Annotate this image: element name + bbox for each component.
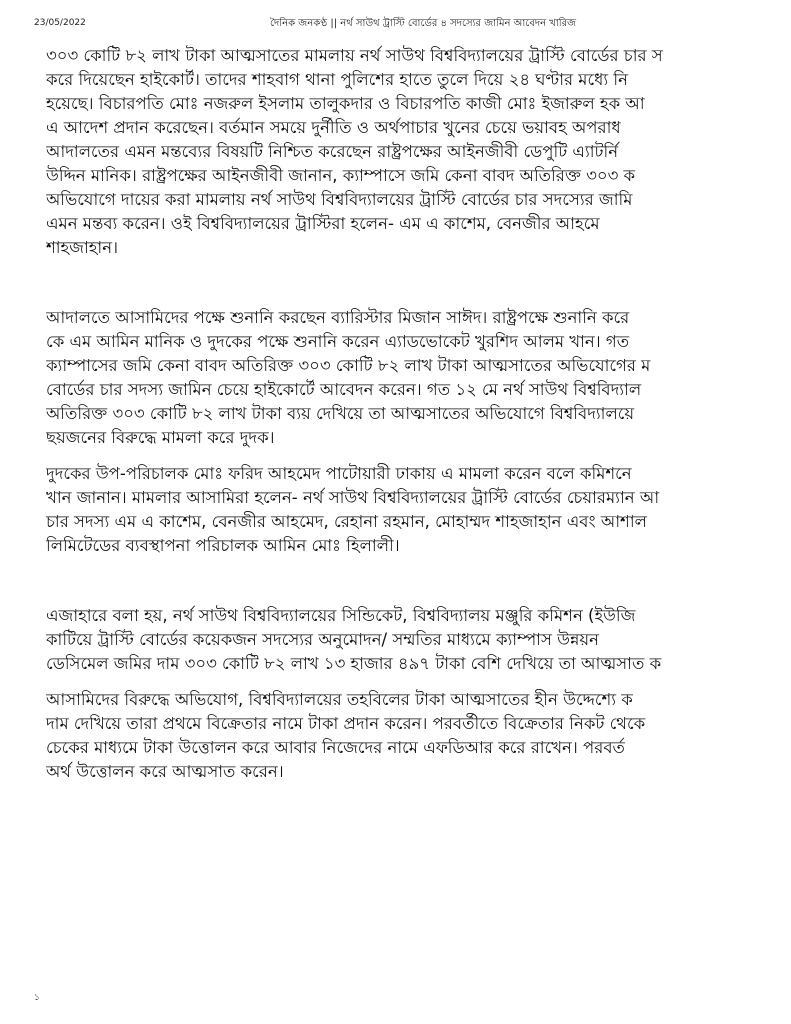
text-line: আদালতের এমন মন্তব্যের বিষয়টি নিশ্চিত করেছেন রাষ্ট্রপক্ষের আইনজীবী ডেপুটি এ্যাটর্নি — [46, 142, 619, 161]
text-line: লিমিটেডের ব্যবস্থাপনা পরিচালক আমিন মোঃ হিলালী। — [46, 536, 400, 555]
text-line: অভিযোগে দায়ের করা মামলায় নর্থ সাউথ বিশ্ববিদ্যালয়ের ট্রাস্টি বোর্ডের চার সদস্যের জামি — [46, 190, 633, 209]
text-line: কে এম আমিন মানিক ও দুদকের পক্ষে শুনানি করেন এ্যাডভোকেট খুরশিদ আলম খান। গত — [46, 332, 630, 351]
page-header — [0, 14, 791, 38]
paragraph-spacer — [46, 676, 791, 688]
paragraph-spacer — [46, 558, 791, 604]
text-line: শাহজাহান। — [46, 238, 118, 257]
text-line: উদ্দিন মানিক। রাষ্ট্রপক্ষের আইনজীবী জানান, ক্যাম্পাসে জমি কেনা বাবদ অতিরিক্ত ৩০৩ ক — [46, 166, 636, 185]
text-line: খান জানান। মামলার আসামিরা হলেন- নর্থ সাউথ বিশ্ববিদ্যালয়ের ট্রাস্টি বোর্ডের চেয়ারম্যান আ — [46, 488, 660, 507]
text-line: অতিরিক্ত ৩০৩ কোটি ৮২ লাখ টাকা ব্যয় দেখিয়ে তা আত্মসাতের অভিযোগে বিশ্ববিদ্যালয়ে — [46, 404, 635, 423]
print-date: 23/05/2022 — [34, 18, 86, 28]
text-line: ছয়জনের বিরুদ্ধে মামলা করে দুদক। — [46, 428, 275, 447]
text-line: করে দিয়েছেন হাইকোর্ট। তাদের শাহবাগ থানা পুলিশের হাতে তুলে দিয়ে ২৪ ঘণ্টার মধ্যে নি — [46, 70, 628, 89]
text-line: আসামিদের বিরুদ্ধে অভিযোগ, বিশ্ববিদ্যালয়ের তহবিলের টাকা আত্মসাতের হীন উদ্দেশ্যে ক — [46, 690, 633, 709]
page-title: দৈনিক জনকণ্ঠ || নর্থ সাউথ ট্রাস্টি বোর্ডের ৪ সদস্যের জামিন আবেদন খারিজ — [270, 18, 577, 29]
text-line: এ আদেশ প্রদান করেছেন। বর্তমান সময়ে দুর্নীতি ও অর্থপাচার খুনের চেয়ে ভয়াবহ অপরাধ — [46, 118, 621, 137]
paragraph — [46, 44, 791, 260]
paragraph — [46, 688, 791, 784]
text-line: চার সদস্য এম এ কাশেম, বেনজীর আহমেদ, রেহানা রহমান, মোহাম্মদ শাহজাহান এবং আশাল — [46, 512, 647, 531]
text-line: এজাহারে বলা হয়, নর্থ সাউথ বিশ্ববিদ্যালয়ের সিন্ডিকেট, বিশ্ববিদ্যালয় মঞ্জুরি কমিশন (ইউজি — [46, 606, 636, 625]
text-line: কাটিয়ে ট্রাস্টি বোর্ডের কয়েকজন সদস্যের অনুমোদন/ সম্মতির মাধ্যমে ক্যাম্পাস উন্নয়ন — [46, 630, 599, 649]
article-body — [46, 44, 791, 984]
paragraph-spacer — [46, 450, 791, 462]
paragraph — [46, 306, 791, 450]
text-line: দুদকের উপ-পরিচালক মোঃ ফরিদ আহমেদ পাটোয়ারী ঢাকায় এ মামলা করেন বলে কমিশনে — [46, 464, 632, 483]
text-line: ক্যাম্পাসের জমি কেনা বাবদ অতিরিক্ত ৩০৩ কোটি ৮২ লাখ টাকা আত্মসাতের অভিযোগের ম — [46, 356, 651, 375]
text-line: এমন মন্তব্য করেন। ওই বিশ্ববিদ্যালয়ের ট্রাস্টিরা হলেন- এম এ কাশেম, বেনজীর আহমে — [46, 214, 600, 233]
text-line: বোর্ডের চার সদস্য জামিন চেয়ে হাইকোর্টে আবেদন করেন। গত ১২ মে নর্থ সাউথ বিশ্ববিদ্যাল — [46, 380, 642, 399]
text-line: হয়েছে। বিচারপতি মোঃ নজরুল ইসলাম তালুকদার ও বিচারপতি কাজী মোঃ ইজারুল হক আ — [46, 94, 645, 113]
text-line: ডেসিমেল জমির দাম ৩০৩ কোটি ৮২ লাখ ১৩ হাজার ৪৯৭ টাকা বেশি দেখিয়ে তা আত্মসাত ক — [46, 654, 662, 673]
text-line: অর্থ উত্তোলন করে আত্মসাত করেন। — [46, 762, 284, 781]
text-line: চেকের মাধ্যমে টাকা উত্তোলন করে আবার নিজেদের নামে এফডিআর করে রাখেন। পরবর্ত — [46, 738, 625, 757]
page-number: ১ — [34, 993, 40, 1003]
paragraph — [46, 462, 791, 558]
paragraph-spacer — [46, 260, 791, 306]
text-line: দাম দেখিয়ে তারা প্রথমে বিক্রেতার নামে টাকা প্রদান করেন। পরবর্তীতে বিক্রেতার নিকট থেকে — [46, 714, 646, 733]
text-line: ৩০৩ কোটি ৮২ লাখ টাকা আত্মসাতের মামলায় নর্থ সাউথ বিশ্ববিদ্যালয়ের ট্রাস্টি বোর্ডের চার স — [46, 46, 663, 65]
text-line: আদালতে আসামিদের পক্ষে শুনানি করছেন ব্যারিস্টার মিজান সাঈদ। রাষ্ট্রপক্ষে শুনানি করে — [46, 308, 630, 327]
paragraph — [46, 604, 791, 676]
